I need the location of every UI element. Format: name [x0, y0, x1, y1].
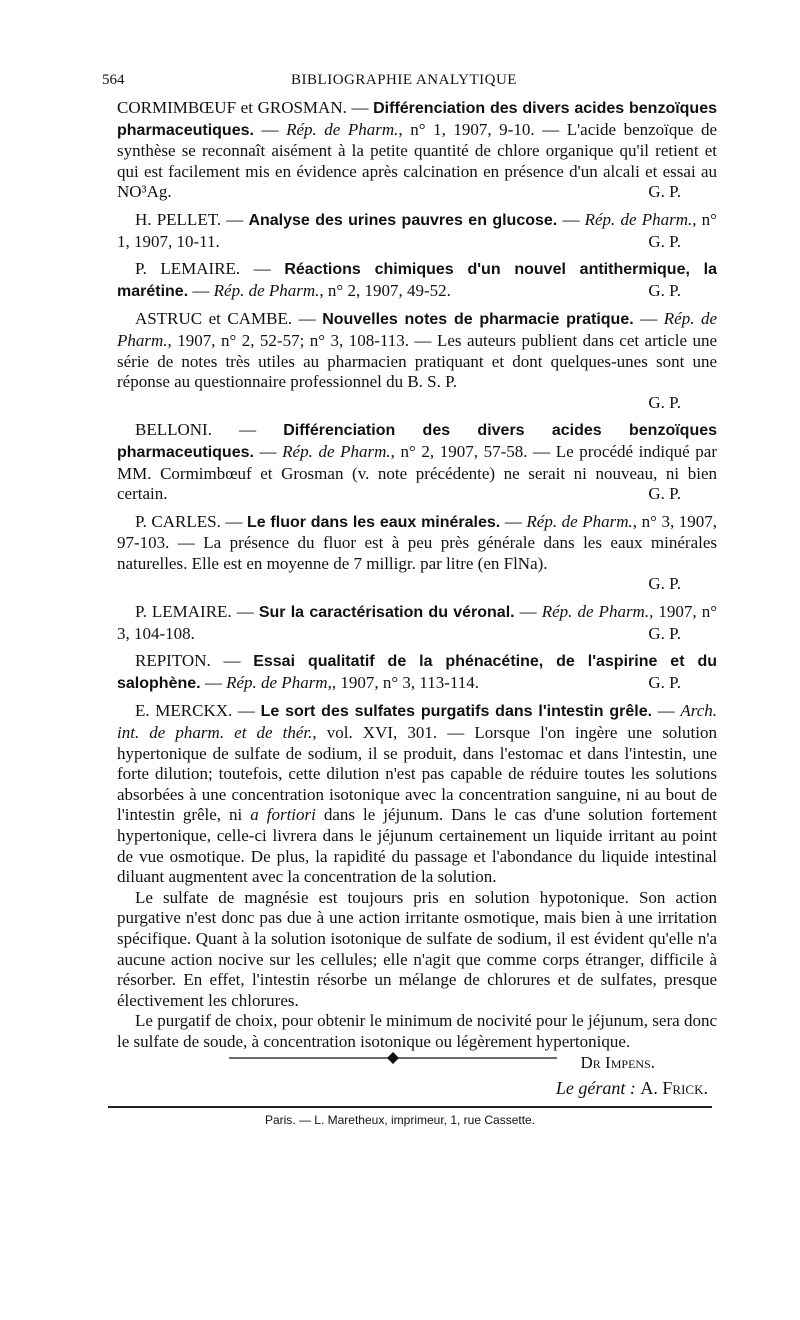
entry-signature: G. P.: [648, 231, 681, 251]
text-column: [117, 98, 717, 1073]
running-title: BIBLIOGRAPHIE ANALYTIQUE: [291, 72, 517, 88]
entry-title: Réactions chimiques d'un nouvel antithermique, la marétine.: [117, 261, 718, 300]
entry-title: Différenciation des divers acides benzoïques pharmaceutiques.: [117, 100, 717, 139]
em-dash: —: [533, 441, 551, 461]
entry-source: Rép. de Pharm.: [526, 511, 633, 531]
entry-author: P. CARLES.: [135, 511, 221, 531]
em-dash: —: [542, 119, 560, 139]
entry-source-detail: , n° 1, 1907, 10-11.: [117, 209, 717, 251]
entry-author: ASTRUC et CAMBE.: [135, 309, 293, 329]
em-dash: —: [226, 209, 244, 229]
entry-source: Rép. de Pharm.: [117, 309, 718, 350]
entry-signature: G. P.: [648, 182, 681, 202]
entry-paragraph-final: [117, 1011, 717, 1072]
entry-source-detail: , n° 2, 1907, 57-58.: [390, 441, 528, 461]
entry-body: L'acide benzoïque de synthèse se reconnaît aisément à la petite quantité de chlore organique qu'il retient et qui est facilement mis en évidence après calcination en présence d'un alcali et essai au NO³Ag.: [117, 119, 718, 202]
abstract-entry: [117, 98, 717, 203]
abstract-entry: [117, 309, 717, 413]
entry-source-detail: , vol. XVI, 301.: [312, 723, 438, 743]
entry-signature: G. P.: [648, 392, 681, 412]
gerant-signature: [556, 1078, 708, 1099]
entry-author: E. MERCKX.: [135, 701, 233, 721]
entry-title: Le fluor dans les eaux minérales.: [246, 513, 501, 531]
em-dash: —: [298, 309, 316, 329]
entry-body: Lorsque l'on ingère une solution hypertonique de sulfate de sodium, il se produit, dans l'estomac et dans l'intestin, une forte dilution; toutefois, cette dilution n'est pas capable de réduire toutes les solutions absorbées à une concentration isotonique avec la concentration sanguine, ni au bout de l'intestin grêle, ni: [117, 723, 717, 825]
entry-title: Essai qualitatif de la phénacétine, de l'aspirine et du salophène.: [117, 653, 717, 692]
em-dash: —: [204, 672, 222, 692]
em-dash: —: [562, 209, 580, 229]
em-dash: —: [351, 98, 369, 117]
entry-source: Rép. de Pharm: [226, 672, 328, 692]
gerant-name: A. Frick.: [640, 1078, 708, 1098]
em-dash: —: [640, 309, 658, 329]
entry-author: H. PELLET.: [135, 209, 222, 229]
entry-body: Le procédé indiqué par MM. Cormimbœuf et Grosman (v. note précédente) ne serait ni nouveau, ni bien certain.: [117, 441, 717, 504]
em-dash: —: [239, 420, 257, 440]
entry-author: CORMIMBŒUF et GROSMAN.: [117, 98, 347, 117]
entry-author: P. LEMAIRE.: [135, 259, 241, 279]
entry-signature: G. P.: [648, 574, 681, 594]
abstract-entry: [117, 651, 717, 694]
ornamental-rule: [229, 1050, 557, 1066]
entry-title: Le sort des sulfates purgatifs dans l'intestin grêle.: [260, 703, 653, 721]
abstract-entry: [117, 259, 717, 302]
entry-source-detail: , 1907, n° 3, 104-108.: [117, 602, 718, 643]
em-dash: —: [447, 723, 465, 743]
abstract-entry: [117, 420, 717, 504]
gerant-label: Le gérant :: [555, 1078, 636, 1098]
em-dash: —: [192, 280, 210, 300]
page-number: 564: [102, 72, 125, 88]
entry-body: La présence du fluor est à peu près générale dans les eaux minérales naturelles. Elle est en moyenne de 7 milligr. par litre (en FlNa).: [117, 533, 718, 573]
entry-source-detail: , n° 1, 1907, 9-10.: [398, 119, 535, 139]
entry-title: Nouvelles notes de pharmacie pratique.: [322, 311, 634, 329]
em-dash: —: [414, 330, 432, 350]
entry-signature: Dr Impens.: [580, 1052, 655, 1072]
entry-source: Rép. de Pharm.: [584, 209, 693, 229]
abstract-entry: [117, 602, 717, 644]
entry-source-detail: , 1907, n° 2, 52-57; n° 3, 108-113.: [167, 330, 409, 350]
entry-title: Sur la caractérisation du véronal.: [258, 604, 515, 622]
entry-signature: G. P.: [648, 623, 681, 643]
footer-rule: [108, 1106, 712, 1108]
printer-imprint: Paris. — L. Maretheux, imprimeur, 1, rue Cassette.: [264, 1113, 536, 1127]
em-dash: —: [177, 533, 195, 553]
em-dash: —: [519, 602, 537, 622]
em-dash: —: [236, 602, 254, 622]
em-dash: —: [223, 651, 241, 671]
abstract-entry: [117, 512, 717, 595]
entry-source: Rép. de Pharm.: [541, 602, 650, 622]
em-dash: —: [253, 259, 271, 279]
entry-signature: G. P.: [648, 484, 681, 504]
entry-author: P. LEMAIRE.: [135, 602, 232, 622]
entry-source-detail: , n° 2, 1907, 49-52.: [319, 280, 451, 300]
em-dash: —: [225, 511, 243, 531]
entry-paragraph: Le sulfate de magnésie est toujours pris en solution hypotonique. Son action purgative n'est donc pas due à une action irritante osmotique, mais bien à une irritation spécifique. Quant à la solution isotonique de sulfate de sodium, il est évident qu'elle n'a aucune action nocive sur les cellules; elle n'agit que comme corps étranger, difficile à résorber. En effet, l'intestin résorbe un mélange de chlorures et de sulfates, presque électivement les chlorures.: [117, 887, 717, 1010]
entry-author: REPITON.: [135, 651, 211, 671]
entry-title: Différenciation des divers acides benzoïques pharmaceutiques.: [117, 422, 718, 461]
abstract-entry: [117, 210, 717, 252]
entry-source: Arch. int. de pharm. et de thér.: [117, 701, 718, 743]
entry-source: Rép. de Pharm.: [286, 119, 399, 139]
entry-source: Rép. de Pharm.: [282, 441, 391, 461]
entry-source-detail: , n° 3, 1907, 97-103.: [117, 511, 718, 553]
entry-signature: G. P.: [648, 672, 681, 692]
entry-title: Analyse des urines pauvres en glucose.: [248, 211, 558, 229]
entry-source-detail: ,, 1907, n° 3, 113-114.: [327, 672, 480, 692]
entry-source: Rép. de Pharm.: [213, 280, 320, 300]
entry-body: Le purgatif de choix, pour obtenir le minimum de nocivité pour le jéjunum, sera donc le sulfate de soude, à concentration isotonique ou légèrement hypertonique.: [117, 1011, 717, 1051]
em-dash: —: [237, 701, 255, 721]
em-dash: —: [657, 701, 675, 721]
em-dash: —: [261, 119, 279, 139]
entry-body-italic: a fortiori: [250, 805, 316, 825]
abstract-entry-merckx: [117, 701, 718, 1072]
running-header: [102, 72, 706, 94]
entry-body: Les auteurs publient dans cet article une série de notes très utiles au pharmacien pratiquant et dont quelques-unes sont une réponse au questionnaire professionnel du B. S. P.: [117, 330, 718, 392]
entry-body: dans le jéjunum. Dans le cas d'une solution fortement hypertonique, celle-ci livrera dans le jéjunum certainement un liquide irritant au point de vue osmotique. De plus, la rapidité du passage et l'abondance du liquide intestinal diluant augmentent avec la concentration de la solution.: [117, 805, 717, 887]
em-dash: —: [504, 511, 522, 531]
entry-author: BELLONI.: [135, 420, 212, 440]
entry-signature: G. P.: [648, 280, 681, 300]
em-dash: —: [259, 441, 277, 461]
